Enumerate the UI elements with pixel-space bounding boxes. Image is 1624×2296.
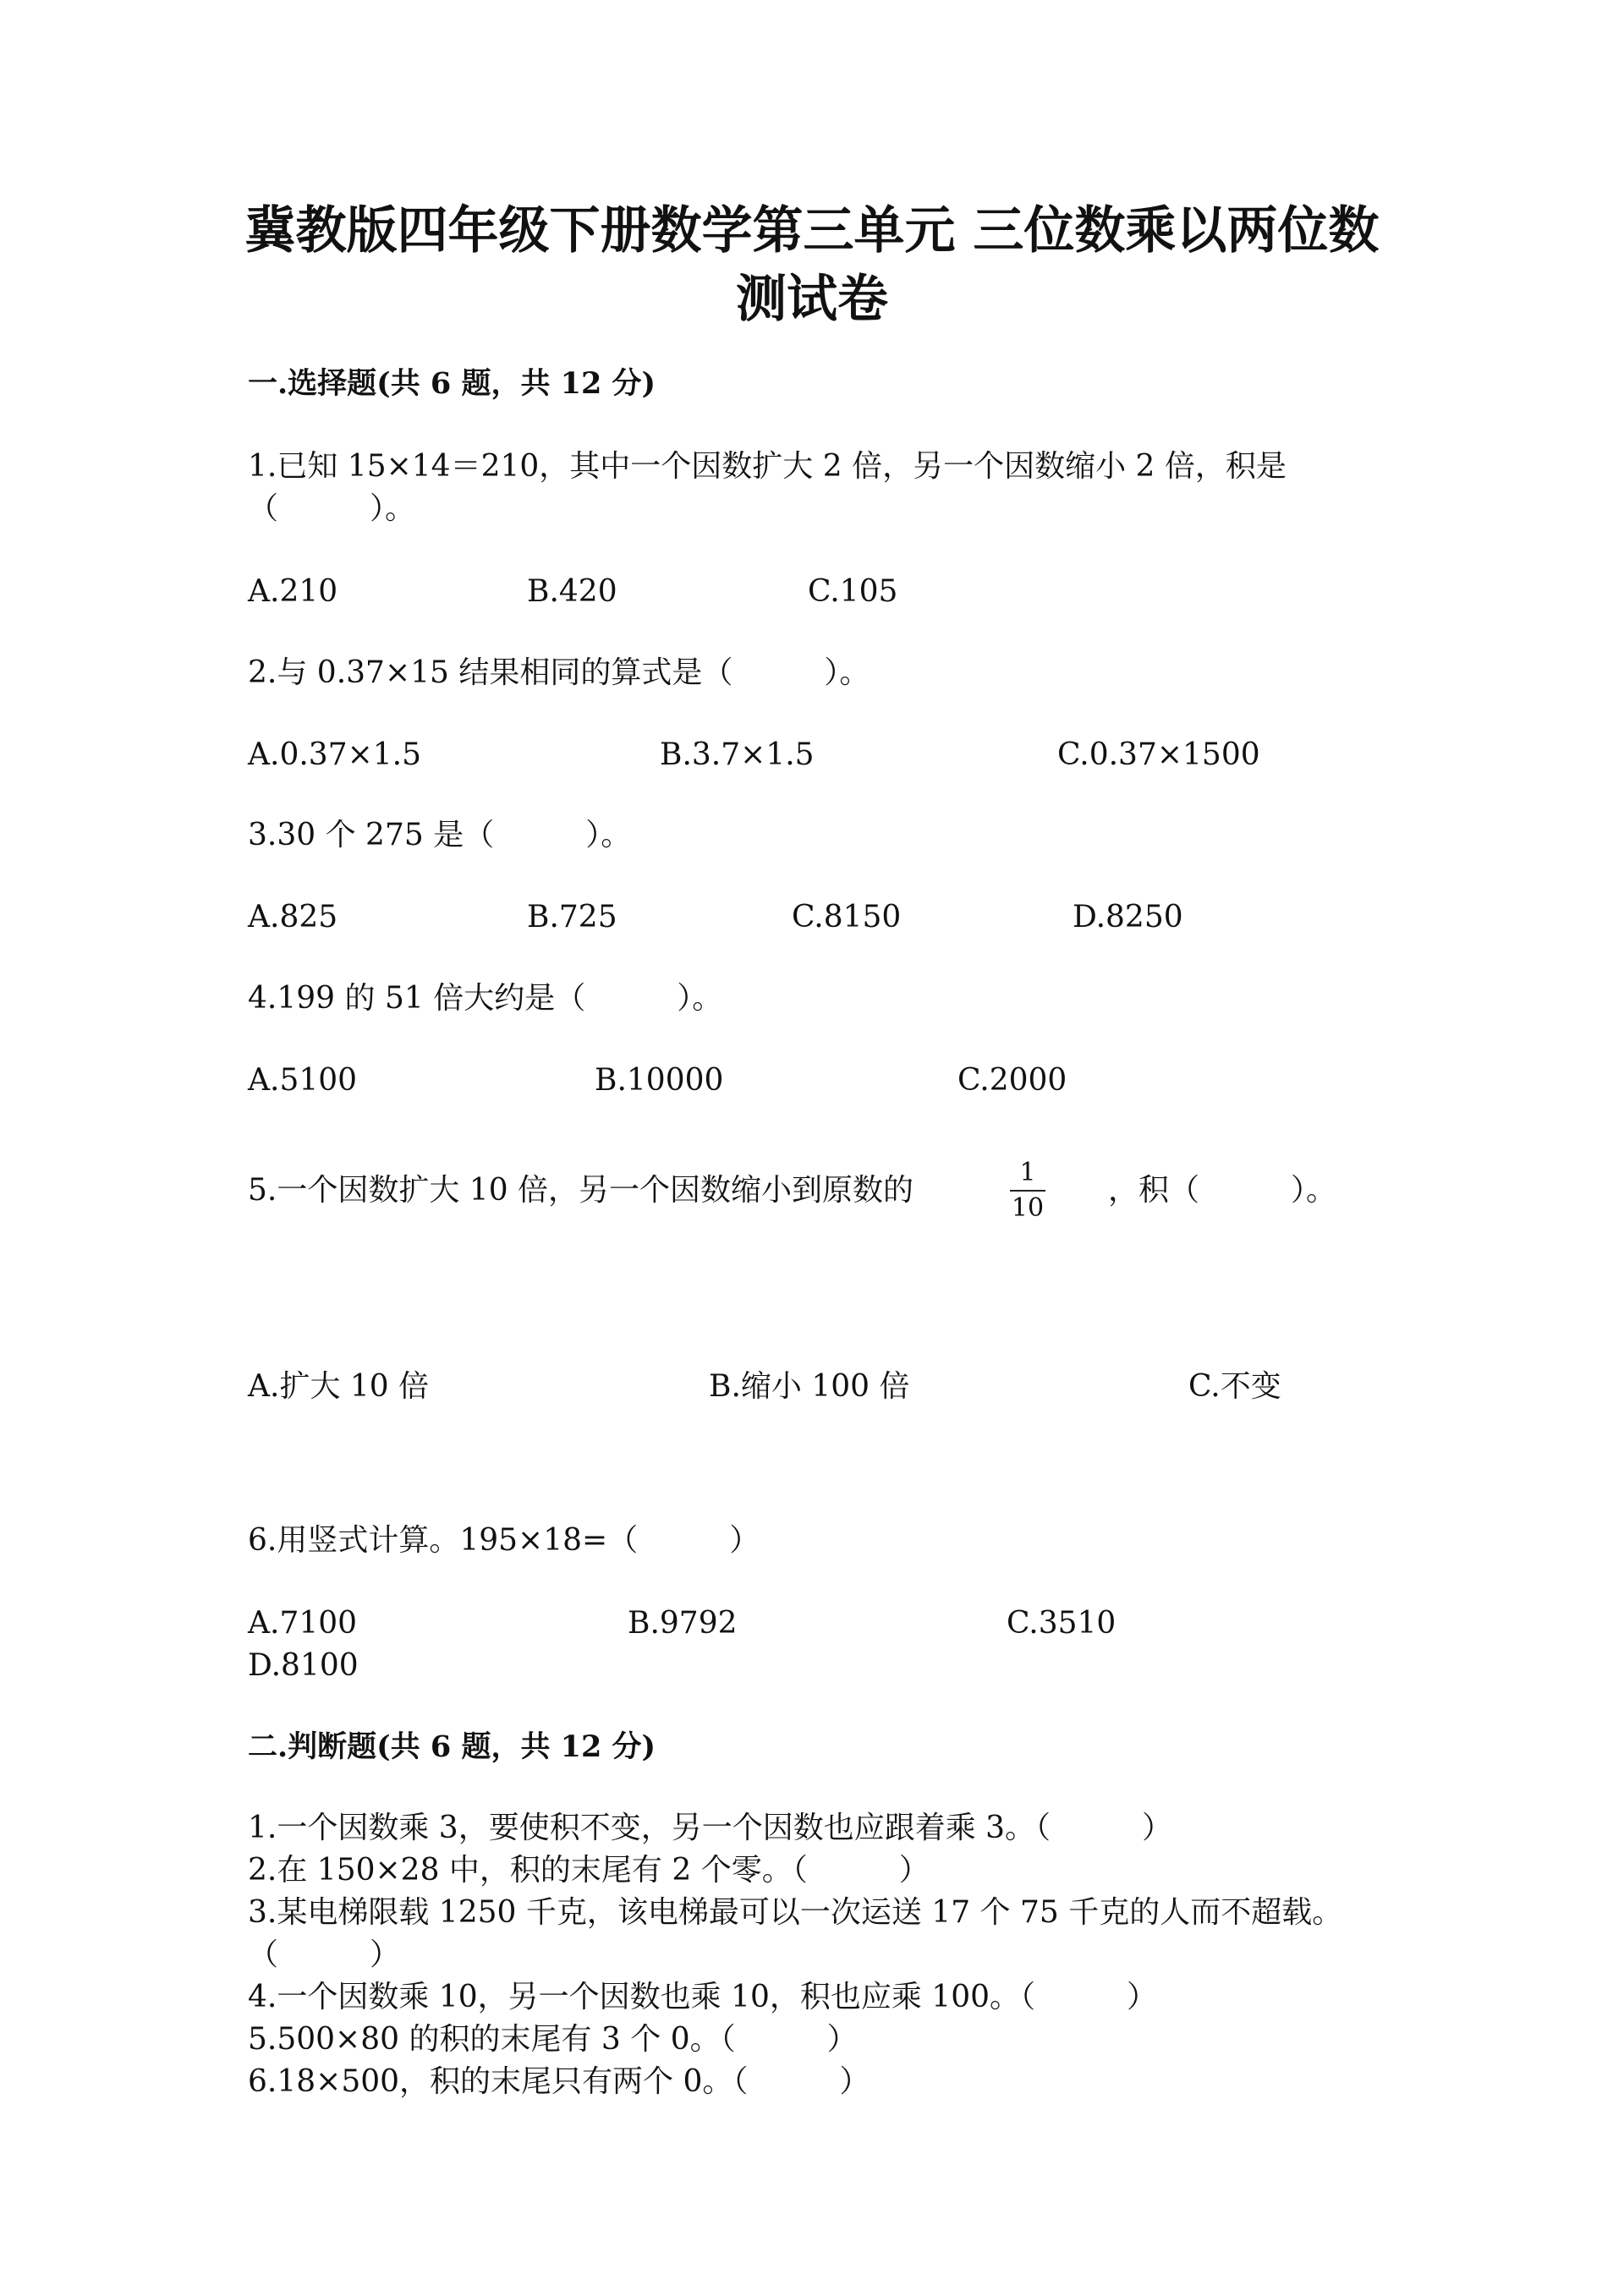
- q3-option-a: A.825: [248, 900, 338, 934]
- fraction-bar: [1010, 1190, 1045, 1192]
- q4-option-b: B.10000: [595, 1063, 724, 1098]
- judgement-item-1: 1.一个因数乘 3，要使积不变，另一个因数也应跟着乘 3。（ ）: [248, 1811, 1173, 1845]
- judgement-item-4: 4.一个因数乘 10，另一个因数也乘 10，积也应乘 100。（ ）: [248, 1980, 1158, 2014]
- q6-option-c: C.3510: [1007, 1606, 1116, 1641]
- question-1-text: 1.已知 15×14＝210，其中一个因数扩大 2 倍，另一个因数缩小 2 倍，积是: [248, 449, 1287, 484]
- q4-option-c: C.2000: [957, 1063, 1067, 1098]
- question-4-text: 4.199 的 51 倍大约是（ ）。: [248, 981, 723, 1016]
- q6-option-a: A.7100: [248, 1606, 358, 1641]
- q6-option-d: D.8100: [248, 1648, 359, 1683]
- q2-option-a: A.0.37×1.5: [248, 737, 422, 772]
- question-3-text: 3.30 个 275 是（ ）。: [248, 818, 632, 852]
- fraction-numerator: 1: [1019, 1158, 1036, 1187]
- judgement-item-3: 3.某电梯限载 1250 千克，该电梯最可以一次运送 17 个 75 千克的人而不超载。: [248, 1895, 1343, 1930]
- q1-option-a: A.210: [248, 574, 338, 609]
- question-5-text-end: ，积（ ）。: [1108, 1173, 1337, 1208]
- q5-option-b: B.缩小 100 倍: [709, 1369, 910, 1404]
- q4-option-a: A.5100: [248, 1063, 358, 1098]
- q3-option-c: C.8150: [792, 900, 902, 934]
- q5-option-c: C.不变: [1188, 1369, 1281, 1404]
- judgement-item-2: 2.在 150×28 中，积的末尾有 2 个零。（ ）: [248, 1853, 930, 1888]
- section-heading-choice: 一.选择题(共 6 题，共 12 分): [248, 366, 656, 401]
- page-title-line2: 测试卷: [736, 270, 888, 329]
- q5-option-a: A.扩大 10 倍: [248, 1369, 430, 1404]
- question-6-text: 6.用竖式计算。195×18=（ ）: [248, 1523, 760, 1558]
- question-5-text: 5.一个因数扩大 10 倍，另一个因数缩小到原数的: [248, 1173, 914, 1208]
- judgement-item-6: 6.18×500，积的末尾只有两个 0。（ ）: [248, 2064, 870, 2099]
- question-1-blank: （ ）。: [248, 491, 416, 526]
- section-heading-judgement: 二.判断题(共 6 题，共 12 分): [248, 1729, 656, 1764]
- question-2-text: 2.与 0.37×15 结果相同的算式是（ ）。: [248, 655, 870, 690]
- q3-option-b: B.725: [527, 900, 617, 934]
- fraction-one-tenth: [1007, 1159, 1049, 1223]
- fraction-denominator: 10: [1011, 1193, 1045, 1223]
- q1-option-b: B.420: [527, 574, 617, 609]
- judgement-item-3-blank: （ ）: [248, 1937, 401, 1972]
- page-title: 冀教版四年级下册数学第三单元 三位数乘以两位数: [244, 201, 1380, 260]
- q3-option-d: D.8250: [1073, 900, 1183, 934]
- q1-option-c: C.105: [808, 574, 898, 609]
- q6-option-b: B.9792: [628, 1606, 738, 1641]
- q2-option-c: C.0.37×1500: [1057, 737, 1260, 772]
- judgement-item-5: 5.500×80 的积的末尾有 3 个 0。（ ）: [248, 2022, 858, 2057]
- q2-option-b: B.3.7×1.5: [660, 737, 815, 772]
